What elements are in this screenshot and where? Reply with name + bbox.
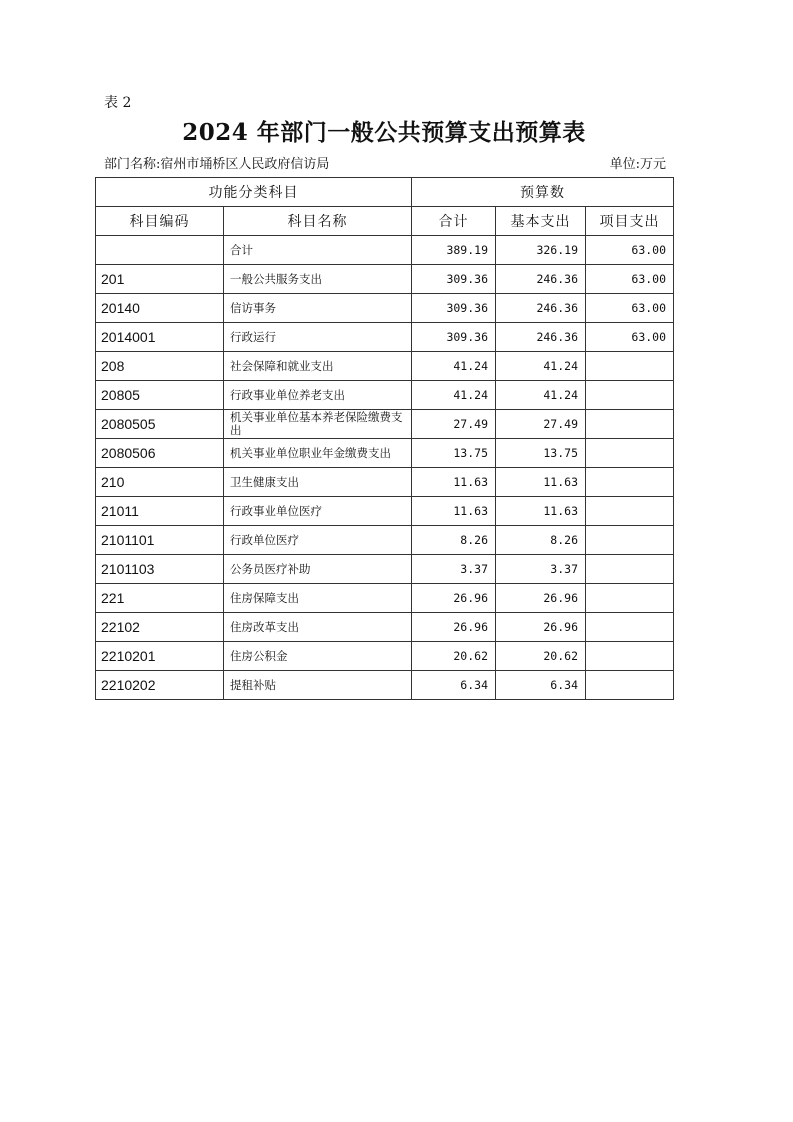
unit-label: 单位:万元 — [609, 157, 666, 172]
table-row — [96, 497, 674, 526]
meta-line — [104, 153, 666, 172]
cell-project — [586, 439, 674, 468]
cell-name: 行政事业单位养老支出 — [224, 381, 412, 410]
cell-code: 2080506 — [96, 439, 224, 468]
cell-basic: 246.36 — [496, 294, 586, 323]
cell-code: 201 — [96, 265, 224, 294]
cell-total: 20.62 — [412, 642, 496, 671]
cell-code: 208 — [96, 352, 224, 381]
cell-total: 11.63 — [412, 497, 496, 526]
cell-basic: 8.26 — [496, 526, 586, 555]
table-row — [96, 352, 674, 381]
cell-total: 41.24 — [412, 381, 496, 410]
header-name: 科目名称 — [224, 207, 412, 236]
cell-name: 一般公共服务支出 — [224, 265, 412, 294]
header-basic: 基本支出 — [496, 207, 586, 236]
cell-project — [586, 584, 674, 613]
table-row — [96, 410, 674, 439]
cell-total: 3.37 — [412, 555, 496, 584]
cell-name: 卫生健康支出 — [224, 468, 412, 497]
cell-total: 309.36 — [412, 294, 496, 323]
cell-code: 2210201 — [96, 642, 224, 671]
cell-basic: 27.49 — [496, 410, 586, 439]
cell-total: 389.19 — [412, 236, 496, 265]
cell-basic: 6.34 — [496, 671, 586, 700]
cell-project: 63.00 — [586, 294, 674, 323]
department-name: 部门名称:宿州市埇桥区人民政府信访局 — [104, 157, 330, 172]
cell-name: 机关事业单位基本养老保险缴费支出 — [224, 410, 412, 439]
table-row — [96, 526, 674, 555]
table-number: 表 2 — [104, 95, 132, 111]
table-row — [96, 555, 674, 584]
cell-code: 2101103 — [96, 555, 224, 584]
table-row — [96, 265, 674, 294]
cell-project — [586, 613, 674, 642]
table-row — [96, 642, 674, 671]
cell-total: 13.75 — [412, 439, 496, 468]
cell-name: 公务员医疗补助 — [224, 555, 412, 584]
table-row — [96, 323, 674, 352]
cell-code: 221 — [96, 584, 224, 613]
header-function-group: 功能分类科目 — [96, 178, 412, 207]
cell-total: 6.34 — [412, 671, 496, 700]
cell-project — [586, 642, 674, 671]
table-row — [96, 613, 674, 642]
cell-code: 22102 — [96, 613, 224, 642]
header-project: 项目支出 — [586, 207, 674, 236]
cell-basic: 246.36 — [496, 323, 586, 352]
cell-name: 社会保障和就业支出 — [224, 352, 412, 381]
table-row — [96, 294, 674, 323]
header-budget-group: 预算数 — [412, 178, 674, 207]
cell-code: 2080505 — [96, 410, 224, 439]
cell-name: 信访事务 — [224, 294, 412, 323]
cell-name: 行政事业单位医疗 — [224, 497, 412, 526]
cell-project — [586, 497, 674, 526]
cell-total: 309.36 — [412, 265, 496, 294]
cell-name: 行政单位医疗 — [224, 526, 412, 555]
cell-project — [586, 671, 674, 700]
cell-total: 11.63 — [412, 468, 496, 497]
header-code: 科目编码 — [96, 207, 224, 236]
cell-code: 20805 — [96, 381, 224, 410]
header-total: 合计 — [412, 207, 496, 236]
cell-basic: 26.96 — [496, 584, 586, 613]
cell-name: 提租补贴 — [224, 671, 412, 700]
cell-code: 2210202 — [96, 671, 224, 700]
cell-project — [586, 555, 674, 584]
cell-code: 20140 — [96, 294, 224, 323]
cell-basic: 246.36 — [496, 265, 586, 294]
cell-name: 住房改革支出 — [224, 613, 412, 642]
cell-name: 行政运行 — [224, 323, 412, 352]
table-row — [96, 439, 674, 468]
table-row — [96, 671, 674, 700]
cell-basic: 326.19 — [496, 236, 586, 265]
cell-project — [586, 526, 674, 555]
cell-project — [586, 468, 674, 497]
cell-code: 2014001 — [96, 323, 224, 352]
cell-name: 机关事业单位职业年金缴费支出 — [224, 439, 412, 468]
cell-name: 住房公积金 — [224, 642, 412, 671]
cell-code — [96, 236, 224, 265]
table-row — [96, 468, 674, 497]
page-title: 2024 年部门一般公共预算支出预算表 — [182, 119, 586, 146]
cell-basic: 11.63 — [496, 468, 586, 497]
cell-project — [586, 410, 674, 439]
cell-project: 63.00 — [586, 265, 674, 294]
cell-project — [586, 352, 674, 381]
cell-total: 27.49 — [412, 410, 496, 439]
cell-project — [586, 381, 674, 410]
cell-basic: 26.96 — [496, 613, 586, 642]
cell-basic: 13.75 — [496, 439, 586, 468]
cell-total: 8.26 — [412, 526, 496, 555]
table-body — [96, 236, 674, 700]
cell-code: 2101101 — [96, 526, 224, 555]
cell-basic: 3.37 — [496, 555, 586, 584]
cell-total: 26.96 — [412, 584, 496, 613]
cell-project: 63.00 — [586, 323, 674, 352]
cell-code: 210 — [96, 468, 224, 497]
cell-basic: 11.63 — [496, 497, 586, 526]
cell-project: 63.00 — [586, 236, 674, 265]
cell-name: 住房保障支出 — [224, 584, 412, 613]
cell-total: 41.24 — [412, 352, 496, 381]
cell-basic: 41.24 — [496, 381, 586, 410]
cell-name: 合计 — [224, 236, 412, 265]
cell-total: 26.96 — [412, 613, 496, 642]
cell-code: 21011 — [96, 497, 224, 526]
cell-basic: 41.24 — [496, 352, 586, 381]
cell-total: 309.36 — [412, 323, 496, 352]
table-row — [96, 584, 674, 613]
budget-table — [95, 177, 674, 700]
table-row — [96, 381, 674, 410]
table-row — [96, 236, 674, 265]
cell-basic: 20.62 — [496, 642, 586, 671]
